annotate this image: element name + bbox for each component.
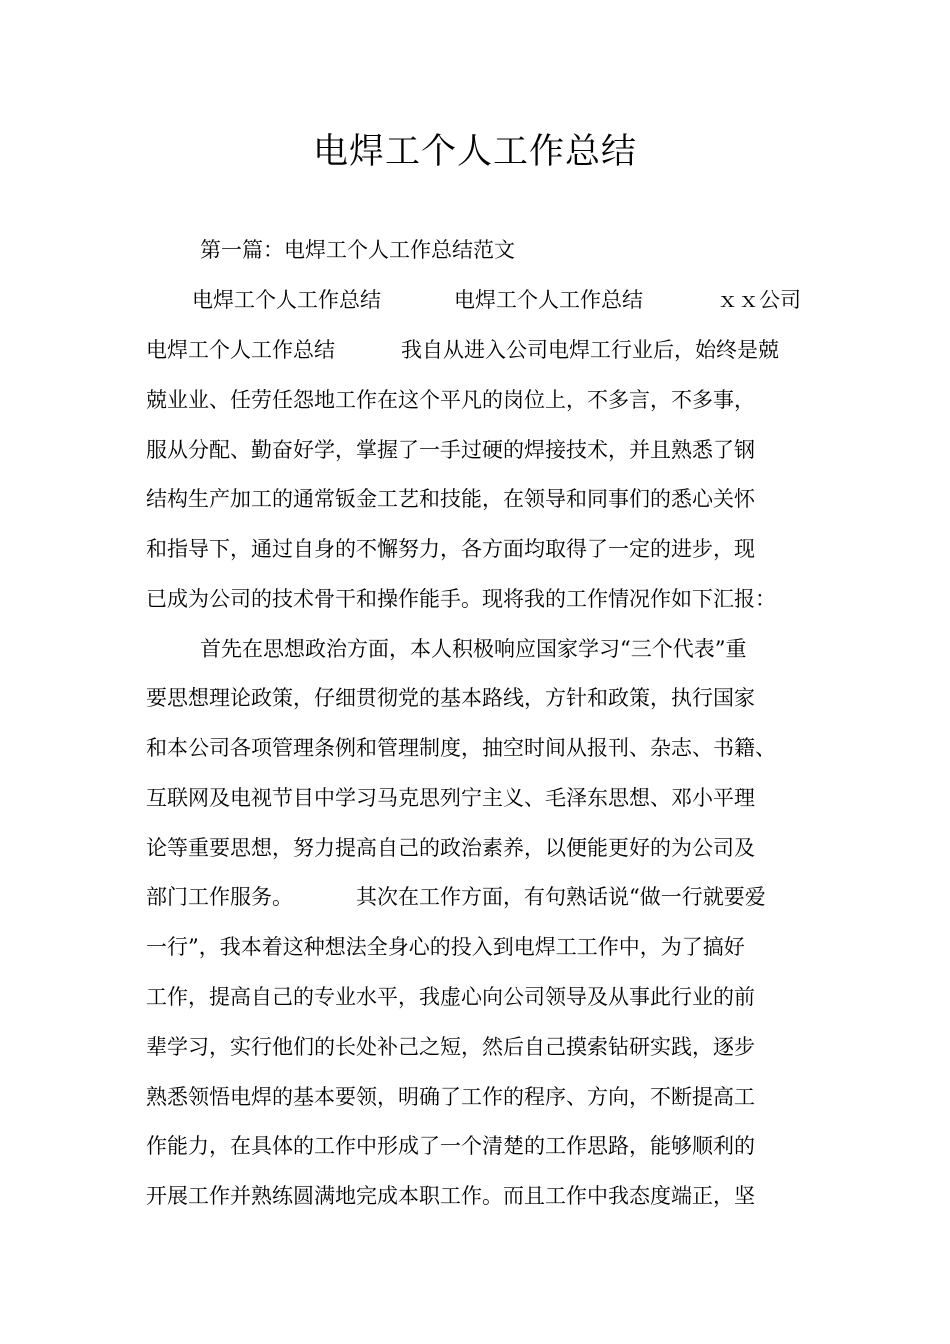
subtitle-row <box>0 285 950 315</box>
subtitle-part-1: 电焊工个人工作总结 <box>192 288 381 312</box>
body-line <box>0 335 950 365</box>
body-line: 开展工作并熟练圆满地完成本职工作。而且工作中我态度端正，坚 <box>146 1184 755 1208</box>
body-line: 结构生产加工的通常钣金工艺和技能，在领导和同事们的悉心关怀 <box>146 487 755 511</box>
section-heading: 第一篇：电焊工个人工作总结范文 <box>200 238 515 262</box>
body-line: 作能力，在具体的工作中形成了一个清楚的工作思路，能够顺利的 <box>146 1134 755 1158</box>
body-line: 辈学习，实行他们的长处补己之短，然后自己摸索钻研实践，逐步 <box>146 1035 755 1059</box>
document-title: 电焊工个人工作总结 <box>312 132 637 172</box>
body-line: 兢业业、任劳任怨地工作在这个平凡的岗位上，不多言，不多事， <box>146 388 755 412</box>
body-line-segment: 电焊工个人工作总结 <box>146 338 335 362</box>
body-line: 已成为公司的技术骨干和操作能手。现将我的工作情况作如下汇报： <box>146 587 776 611</box>
body-line: 互联网及电视节目中学习马克思列宁主义、毛泽东思想、邓小平理 <box>146 786 755 810</box>
body-line: 论等重要思想，努力提高自己的政治素养，以便能更好的为公司及 <box>146 836 755 860</box>
body-line: 和本公司各项管理条例和管理制度，抽空时间从报刊、杂志、书籍、 <box>146 736 776 760</box>
body-line-segment: 其次在工作方面，有句熟话说“做一行就要爱 <box>356 885 766 909</box>
body-line-segment: 我自从进入公司电焊工行业后，始终是兢 <box>401 338 779 362</box>
body-line <box>0 882 950 912</box>
body-line: 和指导下，通过自身的不懈努力，各方面均取得了一定的进步，现 <box>146 537 755 561</box>
subtitle-part-2: 电焊工个人工作总结 <box>454 288 643 312</box>
body-line: 首先在思想政治方面，本人积极响应国家学习“三个代表”重 <box>200 637 747 661</box>
body-line: 一行”，我本着这种想法全身心的投入到电焊工工作中，为了搞好 <box>146 935 745 959</box>
subtitle-part-3: ｘｘ公司 <box>717 288 801 312</box>
body-line: 服从分配、勤奋好学，掌握了一手过硬的焊接技术，并且熟悉了钢 <box>146 438 755 462</box>
body-line: 要思想理论政策，仔细贯彻党的基本路线，方针和政策，执行国家 <box>146 686 755 710</box>
body-line: 熟悉领悟电焊的基本要领，明确了工作的程序、方向，不断提高工 <box>146 1085 755 1109</box>
body-line-segment: 部门工作服务。 <box>146 885 293 909</box>
body-line: 工作，提高自己的专业水平，我虚心向公司领导及从事此行业的前 <box>146 985 755 1009</box>
